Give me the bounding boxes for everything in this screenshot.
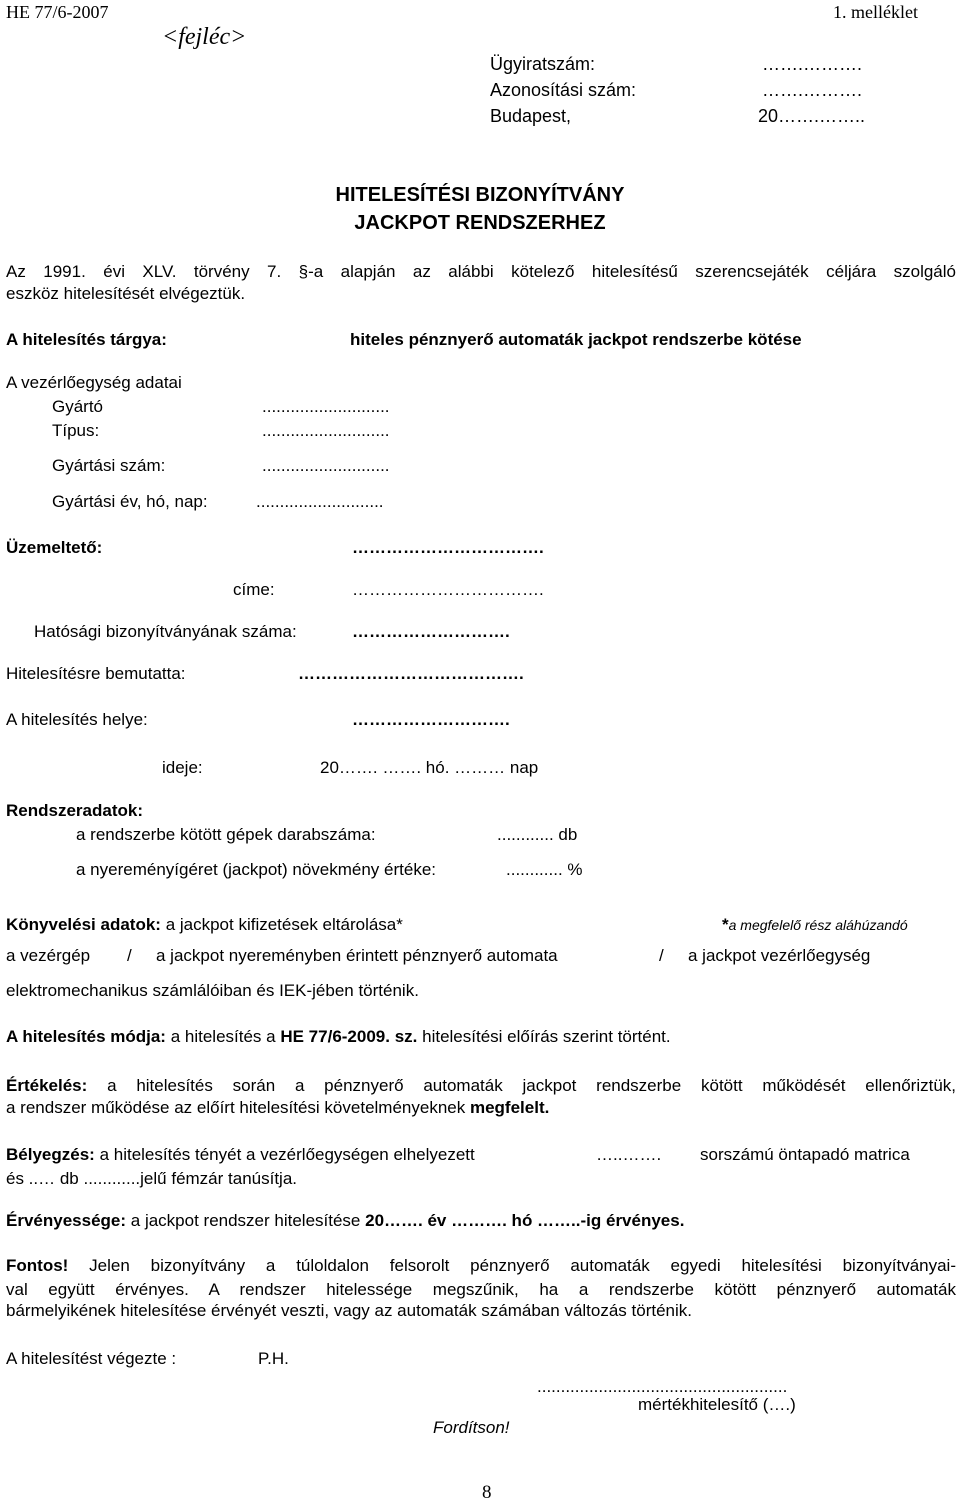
place-value: ………………………. — [352, 710, 510, 729]
time-value: 20……. ……. hó. ……… nap — [320, 758, 539, 777]
time-label: ideje: — [162, 758, 203, 777]
document-code: HE 77/6-2007 — [6, 2, 109, 22]
stamping-blank: …..……. — [596, 1145, 662, 1164]
notice-line1 — [6, 1253, 956, 1279]
notice-label: Fontos! — [6, 1256, 69, 1275]
note-star: * — [722, 915, 729, 934]
serial-label: Gyártási szám: — [52, 456, 166, 475]
accounting-line2: elektromechanikus számlálóiban és IEK-jében történik. — [6, 981, 419, 1000]
case-city: Budapest, — [490, 106, 572, 126]
address-label: címe: — [233, 580, 275, 599]
evaluation-line2 — [6, 1098, 549, 1118]
method-line — [6, 1027, 671, 1047]
case-ref-value: …….………. — [762, 54, 863, 74]
serial-value: ........................... — [262, 456, 390, 475]
signature-line: ..................................................... — [537, 1377, 788, 1396]
evaluation-label: Értékelés: — [6, 1076, 88, 1095]
accounting-note — [722, 915, 908, 935]
evaluation-text2: a rendszer működése az előírt hitelesítési követelményeknek — [6, 1098, 466, 1117]
evaluation-result: megfelelt. — [469, 1098, 550, 1117]
signature-label: A hitelesítést végezte : — [6, 1349, 177, 1368]
controller-heading: A vezérlőegység adatai — [6, 373, 182, 392]
manufacturer-value: ........................... — [262, 397, 390, 416]
case-date: 20…….…….. — [758, 106, 866, 126]
stamping-label: Bélyegzés: — [6, 1145, 95, 1164]
validity-text: a jackpot rendszer hitelesítése — [130, 1211, 361, 1230]
accounting-option-1: a vezérgép — [6, 946, 91, 965]
evaluation-text: a hitelesítés során a pénznyerő automaták jackpot rendszerbe kötött működését ellenőriztük, — [107, 1076, 956, 1095]
license-label: Hatósági bizonyítványának száma: — [34, 622, 297, 641]
machines-value: ............ db — [497, 825, 578, 844]
accounting-option-3: a jackpot vezérlőegység — [688, 946, 871, 965]
stamping-text: a hitelesítés tényét a vezérlőegységen elhelyezett — [99, 1145, 475, 1164]
case-id-value: …….………. — [762, 80, 863, 100]
validity-line — [6, 1211, 684, 1231]
evaluation-line1 — [6, 1073, 956, 1099]
notice-text: Jelen bizonyítvány a túloldalon felsorolt pénznyerő automaták egyedi hitelesítési bizonyítványai- — [89, 1256, 956, 1275]
increment-label: a nyereményígéret (jackpot) növekmény értéke: — [76, 860, 437, 879]
intro-line1: Az 1991. évi XLV. törvény 7. §-a alapján az alábbi kötelező hitelesítésű szerencsejáték céljára szolgáló — [6, 262, 956, 281]
stamping-line2: és ..… db ............jelű fémzár tanúsítja. — [6, 1169, 298, 1188]
annex-label: 1. melléklet — [833, 2, 918, 22]
subject-value: hiteles pénznyerő automaták jackpot rendszerbe kötése — [350, 330, 802, 349]
accounting-line — [6, 915, 403, 935]
system-heading: Rendszeradatok: — [6, 801, 143, 820]
stamping-line1 — [6, 1145, 475, 1165]
accounting-sep-1: / — [127, 946, 132, 965]
production-date-value: ........................... — [256, 492, 384, 511]
method-standard: HE 77/6-2009. sz. — [280, 1027, 418, 1046]
document-title-line2: JACKPOT RENDSZERHEZ — [354, 212, 606, 234]
machines-label: a rendszerbe kötött gépek darabszáma: — [76, 825, 376, 844]
method-text2: hitelesítési előírás szerint történt. — [422, 1027, 671, 1046]
presenter-label: Hitelesítésre bemutatta: — [6, 664, 186, 683]
presenter-value: …………………………………. — [298, 664, 524, 683]
production-date-label: Gyártási év, hó, nap: — [52, 492, 208, 511]
manufacturer-label: Gyártó — [52, 397, 104, 416]
document-title-line1: HITELESÍTÉSI BIZONYÍTVÁNY — [335, 184, 625, 206]
stamping-end: sorszámú öntapadó matrica — [700, 1145, 910, 1164]
notice-line3: bármelyikének hitelesítése érvényét veszti, vagy az automaták számában változás történik. — [6, 1301, 693, 1320]
place-label: A hitelesítés helye: — [6, 710, 148, 729]
increment-value: ............ % — [506, 860, 583, 879]
operator-value: ……………………………. — [352, 538, 544, 557]
operator-label: Üzemeltető: — [6, 538, 103, 557]
intro-line2: eszköz hitelesítését elvégeztük. — [6, 284, 246, 303]
note-text: a megfelelő rész aláhúzandó — [728, 917, 908, 933]
type-value: ........................... — [262, 421, 390, 440]
method-label: A hitelesítés módja: — [6, 1027, 166, 1046]
accounting-text: a jackpot kifizetések eltárolása* — [165, 915, 403, 934]
accounting-sep-2: / — [659, 946, 664, 965]
method-text1: a hitelesítés a — [170, 1027, 276, 1046]
accounting-option-2: a jackpot nyereményben érintett pénznyerő automata — [156, 946, 558, 965]
case-ref-label: Ügyiratszám: — [490, 54, 596, 74]
accounting-label: Könyvelési adatok: — [6, 915, 161, 934]
seal-placeholder: P.H. — [258, 1349, 289, 1368]
case-id-label: Azonosítási szám: — [490, 80, 637, 100]
notice-line2: val együtt érvényes. A rendszer hitelessége megszűnik, ha a rendszerbe kötött pénznyerő automaták — [6, 1280, 956, 1299]
type-label: Típus: — [52, 421, 100, 440]
validity-label: Érvényessége: — [6, 1211, 127, 1230]
turn-over-note: Fordítson! — [433, 1418, 510, 1437]
subject-label: A hitelesítés tárgya: — [6, 330, 167, 349]
address-value: ……………………………. — [352, 580, 544, 599]
license-value: ………………………. — [352, 622, 510, 641]
signer-title: mértékhitelesítő (….) — [638, 1395, 796, 1414]
validity-tail: 20……. év ………. hó ……..-ig érvényes. — [365, 1211, 685, 1230]
page-number: 8 — [482, 1482, 492, 1503]
header-placeholder: <fejléc> — [162, 24, 247, 50]
